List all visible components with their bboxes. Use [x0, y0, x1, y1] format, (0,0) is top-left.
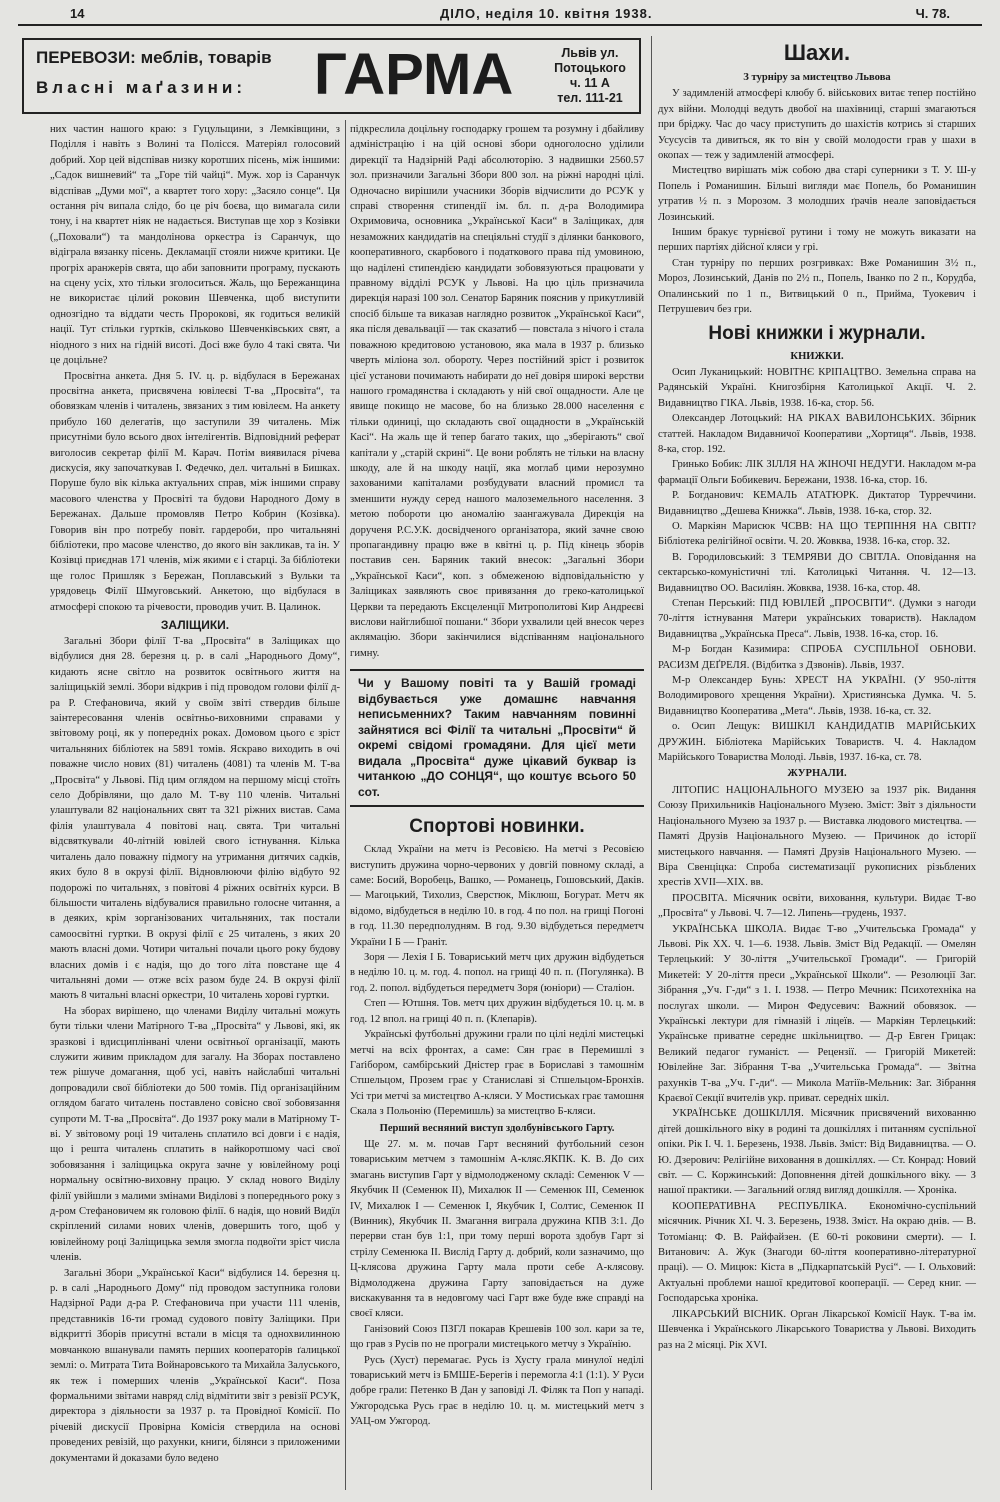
journals-subheading: ЖУРНАЛИ. — [787, 768, 847, 780]
chess-paragraph: Іншим бракує турнієвої рутини і тому не можуть виказати на перших партіях дійсної кляси у грі. — [658, 227, 976, 254]
header-rule — [18, 24, 982, 26]
literacy-notice: Чи у Вашому повіті та у Вашій громаді відбувається уже домашнє навчання неписьменних? Таким навчанням повинні зайнятися всі Філії та читальні „Просвіти“ й окремі свідомі громадяни. Для цієї мети видала „Просвіта“ дуже цікавий буквар із читанкою „ДО СОНЦЯ“, що коштує всього 50 сот. — [350, 669, 644, 807]
sport-subheading: Перший весняний виступ здолбунівського Гарту. — [379, 1122, 615, 1134]
ad-addr-line: ч. 11 А — [570, 76, 610, 90]
ad-address — [546, 46, 634, 106]
article-paragraph: підкреслила доцільну господарку грошем та розумну і дбайливу адміністрацію і на цій основі збори одноголосно уділили дирекції та Надзірній Раді абсолюторію. З надвишки 2560.57 зол. призначили Загальні Збори 800 зол. на ріжні народні цілі. Одночасно вирішили учасники Зборів відчислити до РСУК у справі створення стипендії ім. бл. п. д-ра Володимира Охримовича, основника „Української Каси“ в Заліщиках, для незаможних кандидатів на спеціяльні студії з ділянки банкового, кооперативного, скарбового і податкового права під умовиною, що наділені стипендією кандидати зобовязуються працювати у правному відділі РСУК у Львові. На цю ціль призначила дирекція наразі 100 зол. Сенатор Баряник пояснив у прикутливій спосіб більше та виказав наглядно розвиток „Української Каси“, яка після девальвації — так сказатиб — повстала з нічого і стала поважною кредитовою установою, яка мала в 1937 р. близько чверть міліона зол. обороту. Через постійний зріст і розвиток цієї установи почимають набирати до неї довіря широкі верстви нашого громадянства і складають у ній свої ощадности. Але це явище покищо не масове, бо на близько 28.000 населення є тільки одиниці, що складають свої ощадности в „Українській Касі“. На жаль ще й тепер багато таких, що „зберігають“ свої капітали у „старій скрині“. Це вони роблять не тільки на власну шкоду, але й на шкоду нації, яка моглаб цими нерозумно захованими капіталами розбудувати власний промисл та зменшити нужду серед нашого малоземельного населення. З метою побороти цю аномалію заангажувала Дирекція на дорученя Р.С.У.К. досвідченого організатора, який зачне свою пропагандивну працю вже в квітні ц. р. Під кінець зборів поставив сен. Баряник такий внесок: „Загальні Збори „Української Каси“, коп. з обмеженою відповідальністю у Заліщиках заявляють своє привязання до греко-католицької Церкви та передають Ексцеленції Митрополитові Кир Андреєві вислови найглибшої пошани.“ Збори ухвалили цей внесок через аклямацію. Збори закінчилися відспіванням національного гимну. — [350, 124, 644, 659]
book-entry: М-р Богдан Казимира: СПРОБА СУСПІЛЬНОЇ ОБНОВИ. РАСИЗМ ДЕҐРЕЛЯ. (Відбитка з Дзвонів). Львів, 1937. — [658, 644, 976, 671]
chess-heading: Шахи. — [783, 40, 851, 65]
books-heading: Нові книжки і журнали. — [708, 322, 926, 344]
journal-entry: УКРАЇНСЬКА ШКОЛА. Видає Т-во „Учительська Громада“ у Львові. Рік XX. Ч. 1—6. 1938. Львів. Зміст Від Редакції. — Омелян Терлецький: У 30-ліття „Учительської Громади“. — Григорій Микетей: У 20-ліття преси „Української Школи“. — Резолюції Заг. Зібрання „Уч. Г-ди“ з 1. І. 1938. — Петро Мечник: Психотехніка на послугах школи. — Мирон Федусевич: Важний обовязок. — Українські лектури для гімназій і ліцеїв. — Маркіян Терлецький: Українське приватне середнє шкільництво. — Д-р Евген Грицак: Великий педагог гуманіст. — Рецензії. — Григорій Микетей: Ювілейне Заг. Зібрання Т-ва „Учительська Громада“. — Звітна рахунків Т-ва „Уч. Г-ди“. — Микола Матіїв-Мельник: Заг. Зібрання Краєвої Секції вчителів укр. приват. середніх шкіл. — [658, 923, 976, 1104]
page-header — [60, 4, 960, 26]
book-entry: Олександер Лотоцький: НА РІКАХ ВАВИЛОНСЬКИХ. Збірник статтей. Накладом Видавничої Кооперативи „Хортиця“. Львів, 1938. 8-ка, стор. 192. — [658, 413, 976, 455]
sport-item: Ганізовий Союз ПЗГЛ покарав Крешевів 100 зол. кари за те, що грав з Русів по не програли мистецького метчу з Українію. — [350, 1323, 644, 1351]
article-paragraph: На зборах вирішено, що членами Виділу читальні можуть бути тільки члени Матірного Т-ва „Просвіта“ у Львові, які, як зразкові і вдисциплінвані члени освітньої організації, мають служити живим прикладом для загалу. На Зборах поставлено теж рішуче домагання, щоб усі, навіть найслабші читальні допровадили свої бібліотеки до 500 томів. Під організаційним оглядом багато читалень поставлено совісно свої зобовязання супроти М. Т-ва „Просвіта“. До 1937 року мали в Матірному Т-ві. У звітовому році 19 читалень сплатило всі довги і є надія, що і решта читалень сплатить в найкоротшому часі свої зобовязання і заліщицька округа зачне у ювілейному році нормальну освітню-виховну працю. У склад нового Виділу філії увійшли з малими змінами Виділові з попереднього року з д-ром Стефановичем як головою філії. 6 надія, що новий Видїл скріплений силами нових членів, довершить того, щоб у ювілейному році Заліщицька земля змогла подвоїти зріст числа членів. — [50, 1005, 340, 1264]
page-number: 14 — [70, 6, 85, 21]
issue-number: Ч. 78. — [915, 6, 950, 21]
article-paragraph: Загальні Збори філії Т-ва „Просвіта“ в Заліщиках що відбулися дня 28. березня ц. р. в салі „Народнього Дому“, кидають ясне світло на розвиток освітнього життя на заліщицькій землі. Збори відкрив і під проводом голови філії д-ра Р. Стефановича, який у своїм звіті ствердив більше заінтересовання членів освітньо-виховними справами у звітовому році, як у попередніх роках. Домовом цього є зріст читальняних бібліотек на 5891 томів. Яскраво виходить в очі поважне число нових (81) читалень (4081) та членів М. Т-ва „Просвіта“ у Львові. Під цим оглядом на першому місці стоїть село Добрівляни, що дало М. Т-ву 110 членів. Читальні улаштували 82 національних свят та 321 ріжних вистав. Сама філія улаштувала 4 повітові нац. свята. Три читальні відсвяткували 40-літній ювілей свого істнування. Кілька читалень дало поважну підмогу на утримання дитячих садків, яких було 8 в окрузі філії. Відновлюючи філію відбуто 92 подорожі по читальнях, з повітові 4 ріжних освітніх курси. В більшости читалень відбувалися правильно голосне читання, а в деяких, крім зорганізованих читальняних, так постали самоосвітні гуртки. В окрузі філії є 25 читалень, з яких 20 мають власні доми. Чотири читальні почали цього року будову власних домів і є надія, що до того літа повстане ще 4 читальняні доми — отже всіх разом буде 24. В окрузі філії мають 8 читальні власні оркестри, 10 читалень хорові гуртки. — [50, 636, 340, 1002]
sport-item: Українські футбольні дружини грали по цілі неділі мистецькі метчі на всіх фронтах, а саме: Сян грає в Перемишлі з Гаґібором, самбірський Дністер грає в Бориславі з тамошнім Стшельцом, Прозем грає у Станиславі зі Стшельцом-Бронхів. Усі три метчі за мистецтво А-кляси. У Мостиськах грає тамошня Скала з Польонію (Перемишль) за мистецтво Б-кляси. — [350, 1029, 644, 1118]
article-paragraph: них частин нашого краю: з Гуцульщини, з Лемківщини, з Поділля і навіть з Волині та Полісся. Матеріял голосовий добрий. Хор цей відспівав низку коротших пісень, між іншими: „Садок вишневий“ та „Горе тій чайці“. Муж. хор із Саранчук відспівав „Думи мої“, а квартет того хору: „Засяло сонце“. Ця остання річ випала слідо, бо це річ боєва, що вимагала сили тону, і на квартет ніяк не надається. Виступав ще хор з Козівки („Поховали“) та мандолінова оркестра із Саранчук, що відіграла вязанку пісень. Декламації стояли нижче критики. Це прогріх аранжерів свята, що аби заповнити програму, пускають на сцену усіх, хто тільки зголоситься. Жаль, що Бережанщина не використає цілий роковин Шевченка, щоб виступити однозгідно та віддати честь Пророкові, як годиться великій нації. Тут стільки гуртків, скільково Шевченківських свят, а ніодного з них на гідній висоті. Досі вже було 4 такі свята. Чи це доцільне? — [50, 124, 340, 367]
sport-item: Русь (Хуст) перемагає. Русь із Хусту грала минулої неділі товариський метч із БМШЕ-Берегів і перемогла 4:1 (1:1). У Руси добре грали: Петенко В Дан у заповіді Л. Філяк та Поп у нападі. Ужгородська Русь грає в неділю 10. ц. м. мистецький метч з УАЦ-ом Ужгород. — [350, 1354, 644, 1428]
book-entry: Гринько Бобик: ЛІК ЗІЛЛЯ НА ЖІНОЧІ НЕДУГИ. Накладом м-ра фармації Ольги Бобикевич. Бережани, 1938. 16-ка, стор. 16. — [658, 459, 976, 486]
journals-list — [658, 783, 976, 1353]
sport-item: Ще 27. м. м. почав Гарт весняний футбольний сезон товариським метчем з тамошнім А-кляс.ЯКПК. К. В. До сих змагань виступив Гарт у відмолодженому складі: Семенюк V — Якубчик II (Семенюк II), Михалюк II — Семенюк III, Семенюк IV, Михалюк I — Семенюк I, Якубчик I, Солтис, Семенюк II (Винник), Якубчик II. Змагання виграла дружина КПВ 3:1. До перерви стан був 1:1, при тому перші ворота здобув Гарт зі стрілу Семенюка II. Вислід Гарту д. добрий, коли зазначимо, що Ц-клясова дружина Гарту мала проти себе А-клясову. Відмолоджена дружина Гарту заповідається на дуже вискакування та в недовгому часі Гарт вже буде вже справді на своєї кляси. — [350, 1138, 644, 1320]
column-divider — [651, 36, 652, 1490]
book-entry: Степан Перський: ПІД ЮВІЛЕЙ „ПРОСВІТИ“. (Думки з нагоди 70-ліття істнування Матери українських товариств). Накладом Видавництва „Українська Преса“. Львів, 1938. 16-ка, стор. 16. — [658, 598, 976, 640]
chess-paragraph: Стан турніру по перших розгривках: Вже Романишин 3½ п., Мороз, Лозинський, Данів по 2½ п., Попель, Іванко по 2 п., Корудба, Опалинський по 1 п., Витвицький 0 п., Прийма, Туокевич і Петрушевич без гри. — [658, 257, 976, 316]
ad-brand: ГАРМА — [314, 42, 514, 107]
article-paragraph: Просвітна анкета. Дня 5. IV. ц. р. відбулася в Бережанах просвітна анкета, присвячена ювілеєві Т-ва „Просвіта“, та обовязкам членів і читалень, звязаних з тим ювілеєм. На анкету прибуло 160 делегатів, що заступили 39 читалень. Між присутніми було всього двох інтелігентів. Відповідний реферат виголосив секретар філії М. Карач. Потім виявилася річева дискусія, яку започаткував І. Федечко, дел. читальні в Бишках. Поруше було вік кілька актуальних справ, між іншими справу масового членства у Просвіті та будови Народного Дому в Бережанах. Дальше промовляв Петро Кобрин (Козівка). Говорив він про потребу повіт. гардероби, про читальняні бібліотеки, про масове членство, до якого він закликав, та ін. У Козівці приєднав 171 членів, між якими є і старці. За бібліотеки ще голос Пришляк з Бережан, Поплавський з Вульки та урядовець Філії Шмуговський. Анкетою, що відбулася в атмосфері спокою та річевости, проводив учит. В. Цалинок. — [50, 370, 340, 613]
sport-item: Степ — Ютшня. Тов. метч цих дружин відбудеться 10. ц. м. в год. 12 впол. на грищі 40 п. п. (Клепарів). — [350, 998, 644, 1025]
chess-paragraph: У задимленій атмосфері клюбу б. військових витає тепер постійно дух війни. Молодці ведуть двобої на шахівниці, старші змагаються при бріджу. Час до часу приступить до шахістів котрись зі старших Усусусів та дивиться, як то він у своїй молодости грав у шахи в окопах — теж у задимленій атмосфері. — [658, 88, 976, 162]
journal-entry: ЛІТОПИС НАЦІОНАЛЬНОГО МУЗЕЮ за 1937 рік. Видання Союзу Прихильників Національного Музею. Зміст: Звіт з діяльности Національного Музею за 1937 р. — Виставка людового мистецтва. — Памяті Друзів Національного Музею. — Причинок до історії мистецького навчання. — Памяті Друзів Національного Музею. — Віра Свенціцка: Спроба систематизації рукописних різьблених хрестів XVII—XIX. вв. — [658, 784, 976, 889]
ad-addr-line: тел. 111-21 — [557, 91, 623, 105]
journal-entry: ЛІКАРСЬКИЙ ВІСНИК. Орган Лікарської Комісії Наук. Т-ва ім. Шевченка і Українського Лікарського Товариства у Львові. Виходить раз на 2 місяці. Рік XVI. — [658, 1308, 976, 1351]
chess-subheading: З турніру за мистецтво Львова — [743, 72, 891, 83]
book-entry: М-р Олександер Бунь: ХРЕСТ НА УКРАЇНІ. (У 950-ліття Володимирового хрещення України). Християнська Думка. Ч. 5. Видавництво Кооператива „Мета“. Львів, 1938. 16-ка, ст. 32. — [658, 675, 976, 717]
journal-entry: КООПЕРАТИВНА РЕСПУБЛІКА. Економічно-суспільний місячник. Річник XI. Ч. 3. Березень, 1938. Зміст. На окраю днів. — В. Тотоміанц: Ф. В. Райфайзен. (Е 60-ті роковини смерти). — І. Витанович: А. Жук (Знагоди 60-ліття кооперативно-літературної праці). — О. Мицюк: Кіста в „Підкарпатській Русі“. — І. Ольховий: Актуальні проблеми нашої кредитової кооперації. — Серед книг. — Господарська хроніка. — [658, 1200, 976, 1305]
journal-entry: ПРОСВІТА. Місячник освіти, виховання, культури. Видає Т-во „Просвіта“ у Львові. Ч. 7—12. Липень—грудень, 1937. — [658, 892, 976, 920]
section-heading: ЗАЛІЩИКИ. — [160, 618, 230, 632]
advertisement-garma — [22, 38, 641, 114]
book-entry: Р. Богданович: КЕМАЛЬ АТАТЮРК. Диктатор Турреччини. Видавництво „Дешева Книжка“. Львів, 1938. 16-ка, стор. 32. — [658, 490, 976, 517]
book-entry: Осип Луканицький: НОВІТНЄ КРІПАЦТВО. Земельна справа на Радянській Україні. Книгозбірня Католицької Акції. Ч. 2. Видавництво ГІКА. Львів, 1938. 16-ка, стор. 56. — [658, 366, 976, 409]
masthead: ДІЛО, неділя 10. квітня 1938. — [440, 6, 653, 21]
sport-item: Зоря — Лехія І Б. Товариський метч цих дружин відбудеться в неділю 10. ц. м. год. 4. попол. на грищі 40 п. п. (Погулянка). В год. 2. попол. відбудеться передметч Зоря (юніори) — Сталіон. — [350, 952, 644, 994]
book-entry: О. Маркіян Марисюк ЧСВВ: НА ЩО ТЕРПІННЯ НА СВІТІ? Бібліотека релігійної освіти. Ч. 20. Жовква, 1938. 16-ка, стор. 32. — [658, 520, 976, 548]
column-3 — [658, 36, 976, 1353]
book-entry: о. Осип Лещук: ВИШКІЛ КАНДИДАТІВ МАРІЙСЬКИХ ДРУЖИН. Бібліотека Марійських Товариств. Ч. 4. Накладом Марійського Товариства Молоді. Львів, 1937. 16-ка, ст. 78. — [658, 721, 976, 764]
sport-item: Склад України на метч із Ресовією. На метчі з Ресовією виступить дружина чорно-червоних у довгій повному складі, а саме: Босий, Воробець, Вашко, — Романець, Гошовський, Даків. — Магоцький, Тихолиз, Сверстюк, Міклюш, Богурат. Метч як відомо, відбудеться в неділю 10. в год. 4 по пол. на грищі Погоні в год. 11.30 передполудням. В год. 9.30 відбудеться передметч України І Б — Граніт. — [350, 844, 644, 948]
sports-heading: Спортові новинки. — [409, 816, 585, 838]
journal-entry: УКРАЇНСЬКЕ ДОШКІЛЛЯ. Місячник присвячений вихованню дітей дошкільного віку в родині та дошкіллях і питанням суспільної опіки. Рік І. Ч. 1. Березень, 1938. Львів. Зміст: Від Видавництва. — О. Ю. Дзерович: Релігійне виховання в дошкіллях. — Ст. Конрад: Новий світ. — С. Коржинський: Доповнення дітей дошкільного віку. — З нашої практики. — Загальний огляд вигляд дошкілля. — Хроніка. — [658, 1108, 976, 1197]
column-1 — [50, 122, 340, 1466]
article-paragraph: Загальні Збори „Української Каси“ відбулися 14. березня ц. р. в салі „Народнього Дому“ під проводом заступника голови Надзірної Ради д-ра Р. Стефановича при участи 111 членів, представників 16-ти громад судового повіту Заліщики. При відкритті Зборів присутні встали в місця та однохвилинною мовчанкою вшанували память перших кооператорів ґалицької землі: о. Митрата Тита Войнаровського та Михайла Залуського, як теж і померших членів „Української Каси“. Поза формальними звітами навряд слід відмітити звіт з ревізії РСУК, директора з діяльности за 1937 р. та Провідної Комісії. По річевій дискусії Провірна Комісія ствердила на основі проведених ревізій, що рахунки, книги, білянси з приложеними документами й доказами було ведено — [50, 1267, 340, 1464]
ad-addr-line: Львів ул. — [561, 46, 619, 60]
chess-paragraph: Мистецтво вирішать між собою два старі суперники з Т. У. Ш-у Попель і Романишин. Більші вигляди має Попель, бо Романишин утратив ½ п. з Морозом. З молодших ґрачів неале заповідається Лозинський. — [658, 165, 976, 223]
ad-addr-line: Потоцького — [554, 61, 626, 75]
column-divider — [345, 120, 346, 1490]
books-subheading: КНИЖКИ. — [790, 350, 844, 362]
book-entry: В. Городиловський: З ТЕМРЯВИ ДО СВІТЛА. Оповідання на сектарсько-комуністичні тлі. Католицькі Читання. Ч. 12—13. Видавництво ОО. Василіян. Жовква, 1938. 16-ка, стор. 48. — [658, 551, 976, 594]
books-list — [658, 365, 976, 766]
ad-line-1: ПЕРЕВОЗИ: меблів, товарів — [36, 48, 272, 67]
ad-line-2: Власні маґазини: — [36, 78, 247, 97]
column-2 — [350, 122, 644, 1430]
